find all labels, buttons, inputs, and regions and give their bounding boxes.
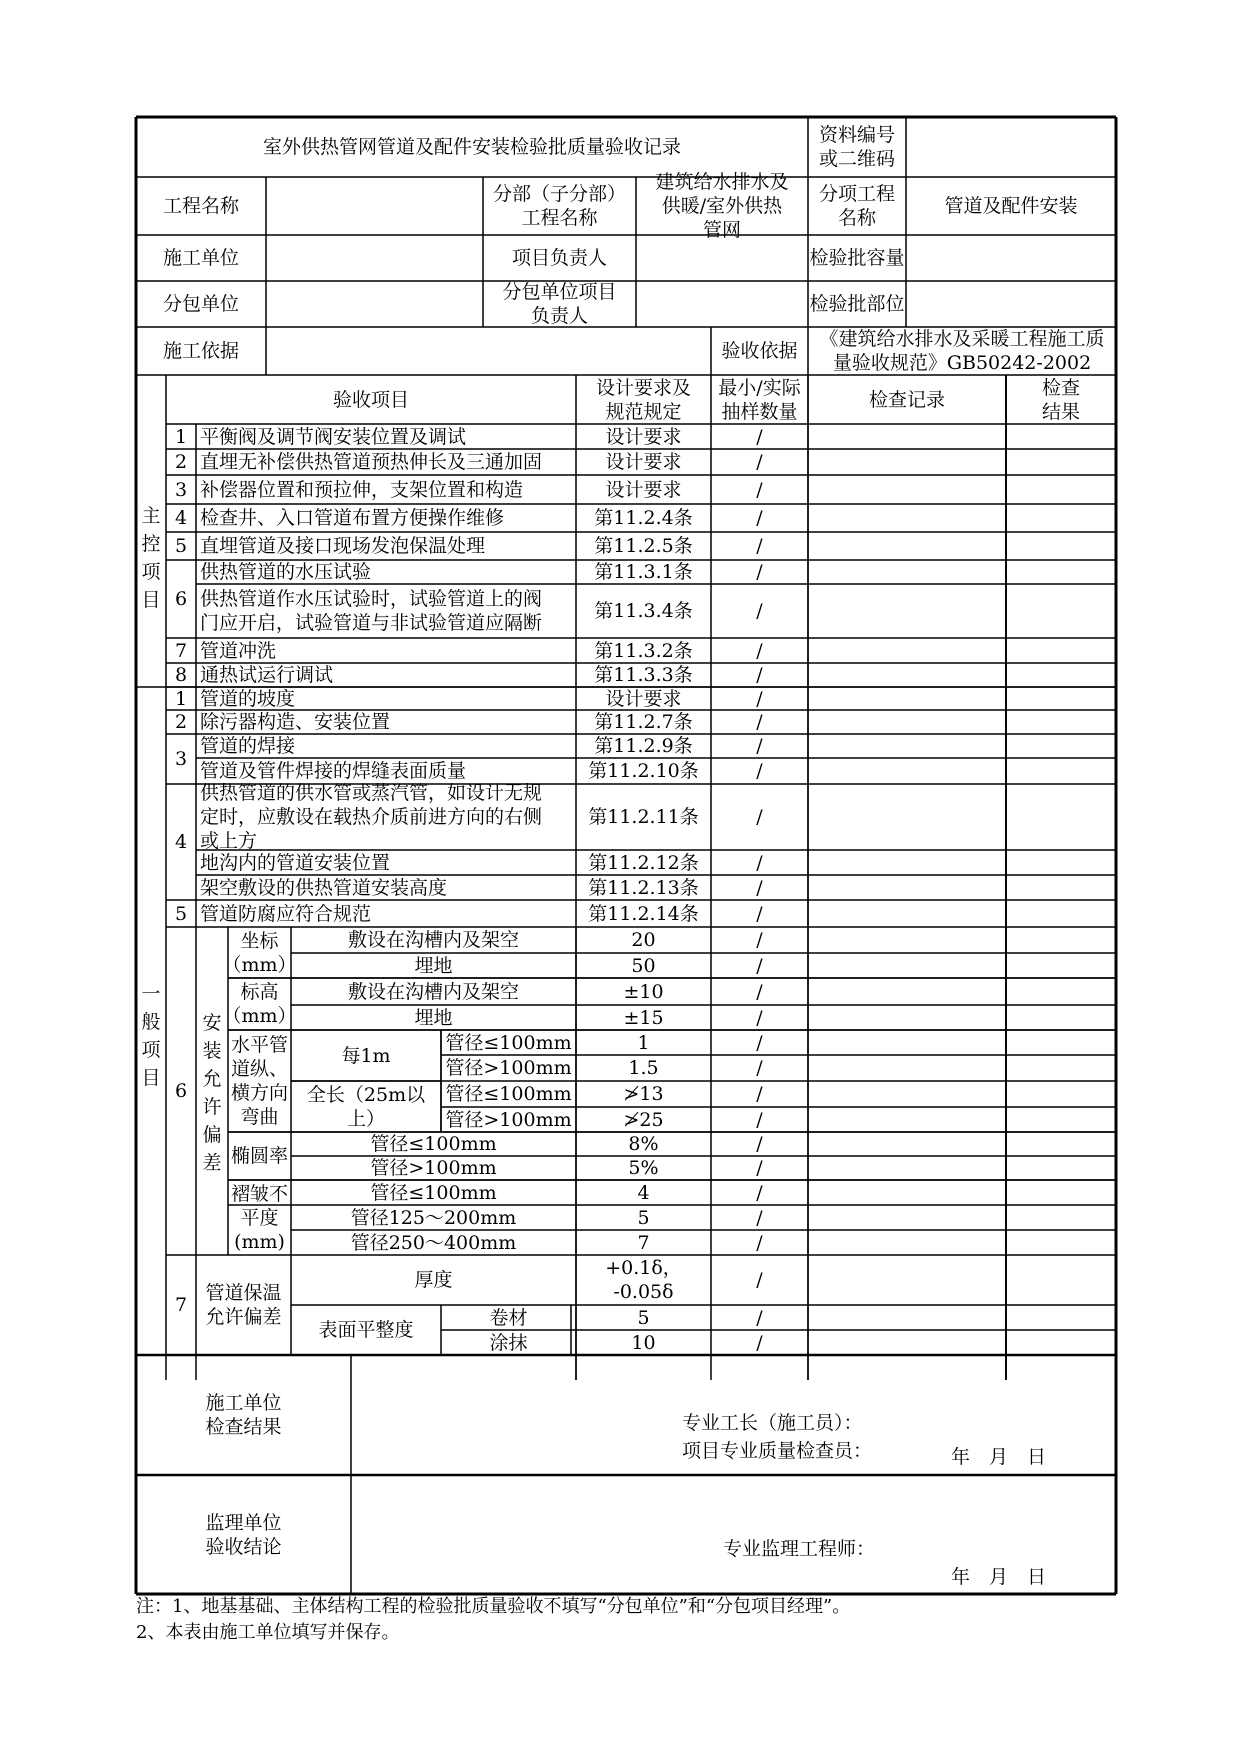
bend-row-text: 管径>100mm bbox=[445, 1057, 572, 1079]
supervision-label: 监理单位 验收结论 bbox=[205, 1511, 282, 1558]
per-meter-label: 每1m bbox=[341, 1044, 391, 1067]
paint-sample: / bbox=[756, 1331, 763, 1354]
bend-row-sample: / bbox=[756, 1108, 763, 1131]
bend-row-record bbox=[808, 1107, 1006, 1132]
oval-row-record bbox=[808, 1156, 1006, 1180]
general-item-result bbox=[1006, 710, 1116, 734]
bend-row-sample: / bbox=[756, 1057, 763, 1079]
wrinkle-row-text: 管径125～200mm bbox=[350, 1206, 517, 1229]
general-item-no: 2 bbox=[174, 711, 188, 733]
acceptance-record-form bbox=[136, 117, 1116, 1594]
construction-check-label: 施工单位 检查结果 bbox=[205, 1392, 282, 1438]
main-item-sample: / bbox=[756, 425, 763, 448]
general-item-text: 管道的焊接 bbox=[200, 735, 296, 757]
bend-row-result bbox=[1006, 1081, 1116, 1107]
elev-row-result bbox=[1006, 978, 1116, 1005]
general-label: 一 般 项 目 bbox=[141, 982, 161, 1089]
general-item-result bbox=[1006, 850, 1116, 875]
wrinkle-row-sample: / bbox=[756, 1206, 763, 1229]
main-item-result bbox=[1006, 584, 1116, 638]
general-item-record bbox=[808, 900, 1006, 927]
batch-location-value bbox=[906, 281, 1116, 327]
foreman-signature-label: 专业工长（施工员）： bbox=[682, 1412, 863, 1434]
construction-unit-label: 施工单位 bbox=[162, 247, 239, 269]
wrinkle-row-record bbox=[808, 1230, 1006, 1255]
main-item-sample: / bbox=[756, 507, 763, 529]
coord-row-text: 敷设在沟槽内及架空 bbox=[347, 929, 519, 951]
coord-row-val: 50 bbox=[631, 954, 656, 977]
col-design-header: 设计要求及 规范规定 bbox=[595, 376, 691, 423]
general-item-sample: / bbox=[756, 760, 763, 782]
general-item-req: 第11.2.13条 bbox=[588, 876, 699, 899]
main-item-text: 供热管道的水压试验 bbox=[200, 561, 372, 583]
general-item-no: 3 bbox=[174, 748, 188, 770]
elev-row-val: ±10 bbox=[623, 980, 664, 1003]
main-item-no: 3 bbox=[174, 478, 188, 501]
main-item-text: 直埋管道及接口现场发泡保温处理 bbox=[200, 535, 486, 557]
general-item-req: 第11.2.10条 bbox=[588, 760, 699, 782]
wrinkle-row-text: 管径250～400mm bbox=[350, 1231, 517, 1254]
bend-row-text: 管径≤100mm bbox=[445, 1083, 572, 1105]
wrinkle-row-result bbox=[1006, 1230, 1116, 1255]
general-item-record bbox=[808, 875, 1006, 900]
general-item-record bbox=[808, 710, 1006, 734]
general-item-sample: / bbox=[756, 902, 763, 925]
general-item-req: 第11.2.9条 bbox=[594, 735, 693, 757]
subcontractor-label: 分包单位 bbox=[162, 293, 239, 315]
main-item-req: 第11.3.3条 bbox=[594, 664, 693, 686]
main-item-text: 检查井、入口管道布置方便操作维修 bbox=[200, 507, 505, 529]
main-item-text: 补偿器位置和预拉伸，支架位置和构造 bbox=[200, 478, 524, 501]
main-item-req: 设计要求 bbox=[605, 478, 682, 501]
main-control-label: 主 控 项 目 bbox=[141, 504, 161, 611]
general-item-req: 第11.2.7条 bbox=[594, 711, 693, 733]
general-item-result bbox=[1006, 784, 1116, 850]
main-item-result bbox=[1006, 504, 1116, 532]
roll-result bbox=[1006, 1305, 1116, 1330]
main-item-result bbox=[1006, 424, 1116, 449]
oval-row-val: 8% bbox=[628, 1133, 659, 1155]
general-item-result bbox=[1006, 734, 1116, 758]
thickness-record bbox=[808, 1255, 1006, 1305]
roll-val: 5 bbox=[637, 1306, 650, 1329]
main-item-record bbox=[808, 663, 1006, 687]
main-item-sample: / bbox=[756, 664, 763, 686]
main-item-record bbox=[808, 638, 1006, 663]
construction-basis-label: 施工依据 bbox=[162, 340, 239, 362]
main-item-result bbox=[1006, 532, 1116, 560]
wrinkle-row-val: 4 bbox=[637, 1181, 650, 1204]
wrinkle-label: 褶皱不 平度 (mm) bbox=[230, 1182, 288, 1253]
project-name-value bbox=[266, 177, 483, 235]
general-item-sample: / bbox=[756, 876, 763, 899]
general-item-no: 1 bbox=[174, 687, 188, 710]
main-item-no: 4 bbox=[174, 507, 188, 529]
oval-row-text: 管径>100mm bbox=[370, 1157, 497, 1179]
general-item-result bbox=[1006, 900, 1116, 927]
coord-row-sample: / bbox=[756, 929, 763, 951]
main-item-sample: / bbox=[756, 561, 763, 583]
bend-row-record bbox=[808, 1081, 1006, 1107]
main-item-req: 设计要求 bbox=[605, 425, 682, 448]
paint-result bbox=[1006, 1330, 1116, 1355]
main-item-sample: / bbox=[756, 478, 763, 501]
main-item-sample: / bbox=[756, 600, 763, 622]
general-item-req: 第11.2.14条 bbox=[588, 902, 699, 925]
paint-val: 10 bbox=[631, 1331, 656, 1354]
bend-row-sample: / bbox=[756, 1083, 763, 1105]
construction-basis-value bbox=[266, 327, 711, 375]
main-item-text: 直埋无补偿供热管道预热伸长及三通加固 bbox=[200, 451, 543, 473]
wrinkle-row-sample: / bbox=[756, 1231, 763, 1254]
inspector-signature-label: 项目专业质量检查员： bbox=[682, 1440, 873, 1462]
insulation-label: 管道保温 允许偏差 bbox=[205, 1282, 282, 1328]
supervision-engineer-label: 专业监理工程师： bbox=[723, 1538, 876, 1560]
main-item-record bbox=[808, 449, 1006, 475]
oval-row-sample: / bbox=[756, 1133, 763, 1155]
coord-row-record bbox=[808, 953, 1006, 978]
main-item-req: 第11.2.4条 bbox=[594, 507, 693, 529]
thickness-sample: / bbox=[756, 1269, 763, 1291]
footnotes bbox=[136, 1594, 850, 1646]
bend-row-result bbox=[1006, 1030, 1116, 1055]
main-item-result bbox=[1006, 560, 1116, 584]
general-item-sample: / bbox=[756, 711, 763, 733]
elev-row-text: 敷设在沟槽内及架空 bbox=[347, 980, 519, 1003]
col-record-header: 检查记录 bbox=[868, 388, 945, 411]
bend-row-text: 管径≤100mm bbox=[445, 1031, 572, 1054]
sub-leader-label: 分包单位项目 负责人 bbox=[502, 281, 617, 327]
item-project-label: 分项工程 名称 bbox=[818, 183, 895, 229]
roll-record bbox=[808, 1305, 1006, 1330]
elev-row-val: ±15 bbox=[623, 1006, 664, 1029]
main-item-record bbox=[808, 532, 1006, 560]
paint-record bbox=[808, 1330, 1006, 1355]
elev-row-record bbox=[808, 978, 1006, 1005]
thickness-result bbox=[1006, 1255, 1116, 1305]
acceptance-basis-label: 验收依据 bbox=[721, 340, 798, 362]
roll-sample: / bbox=[756, 1306, 763, 1329]
footnote-1: 注：1、地基基础、主体结构工程的检验批质量验收不填写“分包单位”和“分包项目经理”。 bbox=[136, 1596, 851, 1617]
main-item-text: 供热管道作水压试验时，试验管道上的阀 门应开启，试验管道与非试验管道应隔断 bbox=[200, 588, 543, 634]
oval-row-record bbox=[808, 1132, 1006, 1156]
general-item-no: 5 bbox=[174, 902, 188, 925]
main-item-record bbox=[808, 424, 1006, 449]
oval-row-result bbox=[1006, 1156, 1116, 1180]
batch-location-label: 检验批部位 bbox=[809, 293, 905, 315]
bend-row-val: 1.5 bbox=[628, 1057, 659, 1079]
subcontractor-value bbox=[266, 281, 483, 327]
main-item-no: 6 bbox=[174, 588, 188, 610]
doc-number-label: 资料编号 或二维码 bbox=[818, 124, 895, 170]
main-item-record bbox=[808, 504, 1006, 532]
install-item-no: 6 bbox=[174, 1080, 188, 1102]
general-item-req: 第11.2.12条 bbox=[588, 851, 699, 874]
wrinkle-row-sample: / bbox=[756, 1181, 763, 1204]
main-item-req: 设计要求 bbox=[605, 451, 682, 473]
main-item-no: 7 bbox=[174, 639, 188, 662]
coord-row-val: 20 bbox=[631, 929, 656, 951]
wrinkle-row-text: 管径≤100mm bbox=[370, 1181, 497, 1204]
general-item-record bbox=[808, 687, 1006, 710]
wrinkle-row-record bbox=[808, 1205, 1006, 1230]
wrinkle-row-val: 5 bbox=[637, 1206, 650, 1229]
footnote-2: 2、本表由施工单位填写并保存。 bbox=[136, 1622, 400, 1643]
general-item-record bbox=[808, 850, 1006, 875]
bend-row-sample: / bbox=[756, 1031, 763, 1054]
coord-row-text: 埋地 bbox=[414, 954, 453, 977]
coord-row-record bbox=[808, 927, 1006, 953]
bend-row-result bbox=[1006, 1107, 1116, 1132]
coord-row-sample: / bbox=[756, 954, 763, 977]
main-item-req: 第11.3.2条 bbox=[594, 639, 693, 662]
oval-row-val: 5% bbox=[628, 1157, 659, 1179]
project-leader-label: 项目负责人 bbox=[511, 247, 607, 269]
general-item-result bbox=[1006, 758, 1116, 784]
general-item-text: 除污器构造、安装位置 bbox=[200, 711, 391, 733]
bend-row-val: ≯13 bbox=[623, 1083, 664, 1105]
main-item-no: 2 bbox=[174, 451, 188, 473]
general-item-record bbox=[808, 784, 1006, 850]
elev-row-sample: / bbox=[756, 980, 763, 1003]
general-item-req: 设计要求 bbox=[605, 687, 682, 710]
subdivision-label: 分部（子分部） 工程名称 bbox=[492, 183, 626, 229]
coord-row-result bbox=[1006, 953, 1116, 978]
main-item-text: 管道冲洗 bbox=[200, 639, 277, 662]
main-item-no: 5 bbox=[174, 535, 188, 557]
main-item-no: 8 bbox=[174, 664, 188, 686]
bend-row-val: ≯25 bbox=[623, 1108, 664, 1131]
project-leader-value bbox=[636, 235, 808, 281]
sub-leader-value bbox=[636, 281, 808, 327]
bend-row-record bbox=[808, 1030, 1006, 1055]
bend-row-text: 管径>100mm bbox=[445, 1108, 572, 1131]
general-item-text: 管道的坡度 bbox=[200, 687, 296, 710]
thickness-val: +0.1δ， -0.05δ bbox=[605, 1257, 682, 1303]
general-item-no: 4 bbox=[174, 831, 188, 853]
coord-label: 坐标 （mm） bbox=[222, 929, 297, 976]
supervision-date: 年 月 日 bbox=[951, 1566, 1047, 1588]
main-item-sample: / bbox=[756, 451, 763, 473]
col-result-header: 检查 结果 bbox=[1041, 376, 1080, 423]
thickness-label: 厚度 bbox=[414, 1269, 453, 1291]
general-item-text: 管道防腐应符合规范 bbox=[200, 902, 372, 925]
roll-label: 卷材 bbox=[489, 1306, 528, 1329]
main-item-record bbox=[808, 560, 1006, 584]
construction-date: 年 月 日 bbox=[951, 1446, 1047, 1468]
oval-label: 椭圆率 bbox=[230, 1145, 288, 1167]
general-item-result bbox=[1006, 875, 1116, 900]
main-item-result bbox=[1006, 449, 1116, 475]
doc-number-value bbox=[906, 117, 1116, 177]
wrinkle-row-val: 7 bbox=[637, 1231, 650, 1254]
main-item-sample: / bbox=[756, 535, 763, 557]
paint-label: 涂抹 bbox=[489, 1331, 528, 1354]
batch-capacity-label: 检验批容量 bbox=[809, 247, 905, 269]
main-item-result bbox=[1006, 663, 1116, 687]
subdivision-value: 建筑给水排水及 供暖/室外供热 管网 bbox=[655, 171, 789, 241]
wrinkle-row-record bbox=[808, 1180, 1006, 1205]
general-item-text: 供热管道的供水管或蒸汽管，如设计无规 定时，应敷设在载热介质前进方向的右侧 或上方 bbox=[200, 782, 543, 852]
general-item-sample: / bbox=[756, 851, 763, 874]
main-item-result bbox=[1006, 475, 1116, 504]
general-item-text: 架空敷设的供热管道安装高度 bbox=[200, 876, 448, 899]
main-item-text: 通热试运行调试 bbox=[200, 664, 334, 686]
construction-unit-value bbox=[266, 235, 483, 281]
general-item-result bbox=[1006, 687, 1116, 710]
elev-label: 标高 （mm） bbox=[222, 981, 297, 1027]
wrinkle-row-result bbox=[1006, 1205, 1116, 1230]
bend-row-record bbox=[808, 1055, 1006, 1081]
wrinkle-row-result bbox=[1006, 1180, 1116, 1205]
general-item-req: 第11.2.11条 bbox=[588, 806, 699, 828]
general-item-sample: / bbox=[756, 687, 763, 710]
main-item-req: 第11.3.1条 bbox=[594, 561, 693, 583]
form-title: 室外供热管网管道及配件安装检验批质量验收记录 bbox=[262, 136, 681, 158]
main-item-result bbox=[1006, 638, 1116, 663]
oval-row-text: 管径≤100mm bbox=[370, 1133, 497, 1155]
install-dev-label: 安 装 允 许 偏 差 bbox=[202, 1012, 222, 1174]
insulation-no: 7 bbox=[174, 1294, 188, 1316]
main-item-req: 第11.2.5条 bbox=[594, 535, 693, 557]
col-sample-header: 最小/实际 抽样数量 bbox=[718, 376, 801, 423]
elev-row-sample: / bbox=[756, 1006, 763, 1029]
bend-row-val: 1 bbox=[637, 1031, 650, 1054]
general-item-sample: / bbox=[756, 806, 763, 828]
bend-label: 水平管 道纵、 横方向 弯曲 bbox=[230, 1034, 288, 1128]
bend-row-result bbox=[1006, 1055, 1116, 1081]
col-item-header: 验收项目 bbox=[332, 388, 409, 411]
batch-capacity-value bbox=[906, 235, 1116, 281]
main-item-record bbox=[808, 475, 1006, 504]
oval-row-sample: / bbox=[756, 1157, 763, 1179]
coord-row-result bbox=[1006, 927, 1116, 953]
general-item-text: 地沟内的管道安装位置 bbox=[200, 851, 391, 874]
acceptance-basis-value: 《建筑给水排水及采暖工程施工质 量验收规范》GB50242-2002 bbox=[819, 328, 1105, 374]
main-item-no: 1 bbox=[174, 425, 188, 448]
item-project-value: 管道及配件安装 bbox=[944, 195, 1078, 217]
full-length-label: 全长（25m以 上） bbox=[306, 1083, 426, 1130]
elev-row-result bbox=[1006, 1005, 1116, 1030]
general-item-record bbox=[808, 734, 1006, 758]
general-item-record bbox=[808, 758, 1006, 784]
elev-row-record bbox=[808, 1005, 1006, 1030]
general-item-sample: / bbox=[756, 735, 763, 757]
main-item-record bbox=[808, 584, 1006, 638]
general-item-text: 管道及管件焊接的焊缝表面质量 bbox=[200, 760, 467, 782]
main-item-text: 平衡阀及调节阀安装位置及调试 bbox=[200, 425, 467, 448]
elev-row-text: 埋地 bbox=[414, 1006, 453, 1029]
main-item-req: 第11.3.4条 bbox=[594, 600, 693, 622]
main-item-sample: / bbox=[756, 639, 763, 662]
oval-row-result bbox=[1006, 1132, 1116, 1156]
project-name-label: 工程名称 bbox=[162, 195, 239, 217]
flatness-label: 表面平整度 bbox=[318, 1319, 414, 1341]
